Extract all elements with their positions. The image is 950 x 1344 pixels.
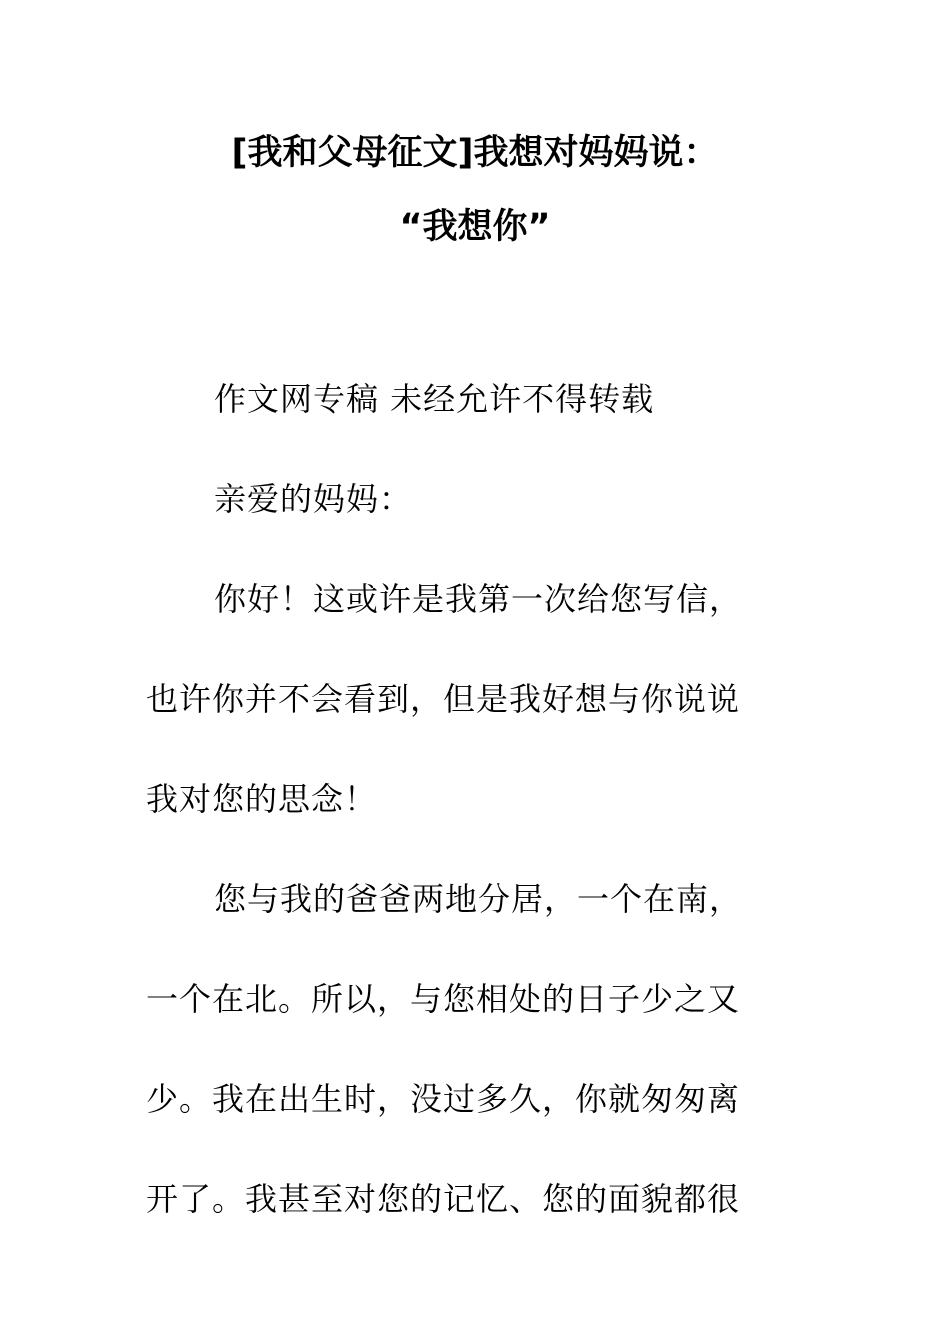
paragraph-2-line-1: 您与我的爸爸两地分居，一个在南， [214,880,743,918]
paragraph-2-line-3: 少。我在出生时，没过多久，你就匆匆离 [146,1080,741,1118]
paragraph-1-line-1: 你好！这或许是我第一次给您写信， [214,580,743,618]
paragraph-2-line-4: 开了。我甚至对您的记忆、您的面貌都很 [146,1180,741,1218]
document-title-line-2: “我想你” [399,207,551,247]
byline: 作文网专稿 未经允许不得转载 [214,380,655,418]
salutation: 亲爱的妈妈： [214,480,413,518]
document-title-line-1: [我和父母征文]我想对妈妈说： [231,133,719,173]
paragraph-1-line-2: 也许你并不会看到，但是我好想与你说说 [146,680,741,718]
paragraph-2-line-2: 一个在北。所以，与您相处的日子少之又 [146,980,741,1018]
paragraph-1-line-3: 我对您的思念！ [146,780,378,818]
